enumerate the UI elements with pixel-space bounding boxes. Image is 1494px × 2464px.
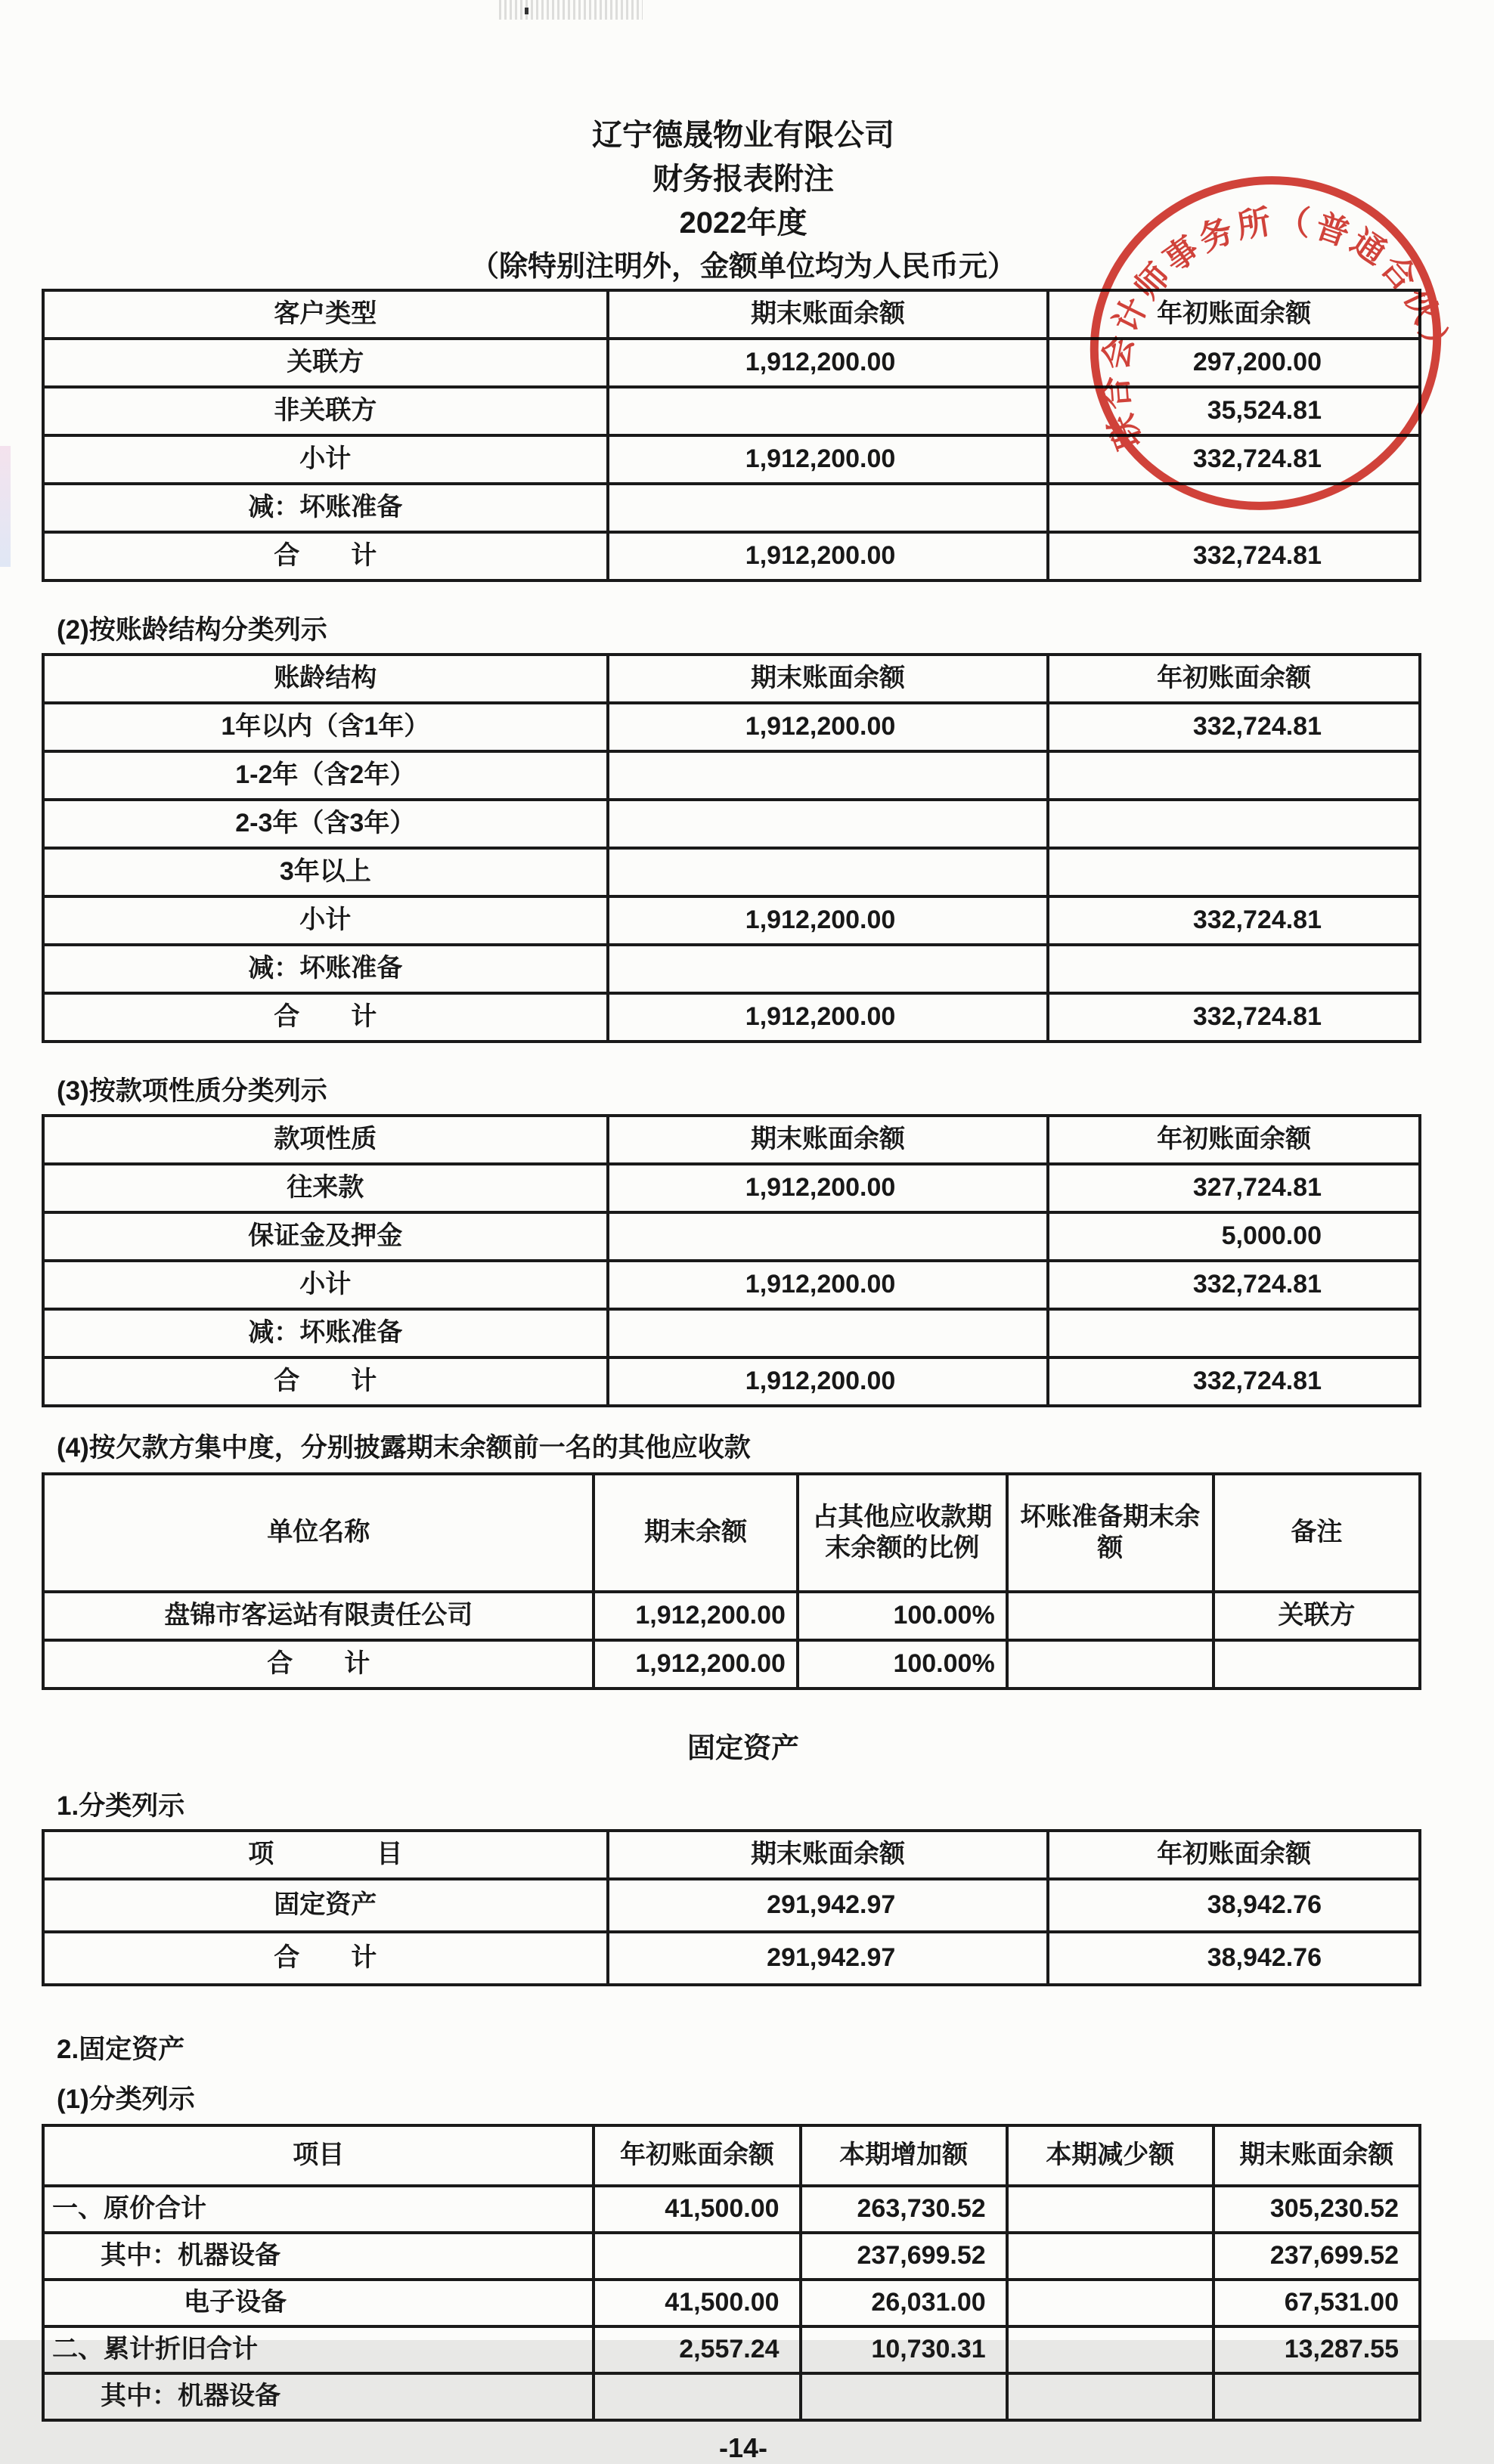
scan-artifact	[525, 8, 528, 14]
table-row	[43, 1879, 1420, 1932]
table-row	[43, 993, 1420, 1042]
table-row	[43, 2373, 1420, 2420]
company-name: 辽宁德晟物业有限公司	[592, 119, 894, 152]
table-cell: 332,724.81	[1048, 896, 1420, 945]
table-cell: 297,200.00	[1048, 339, 1420, 387]
table-cell	[1007, 2233, 1213, 2280]
header-row	[43, 290, 1420, 339]
page-number: -14-	[718, 2432, 768, 2463]
table-row	[43, 387, 1420, 435]
table-cell: 10,730.31	[801, 2326, 1007, 2373]
table-cell: 2-3年（含3年）	[43, 800, 608, 848]
header-row	[43, 1831, 1420, 1879]
table-row	[43, 1212, 1420, 1261]
table-row	[43, 2280, 1420, 2326]
table-row	[43, 800, 1420, 848]
table-cell	[594, 2373, 800, 2420]
fixed-assets-heading: 固定资产	[687, 1732, 799, 1763]
table-row	[43, 339, 1420, 387]
table-cell	[1007, 1592, 1213, 1640]
table-cell: 332,724.81	[1048, 435, 1420, 484]
header-row	[43, 655, 1420, 703]
column-header: 期末账面余额	[608, 1831, 1049, 1879]
column-header: 账龄结构	[43, 655, 608, 703]
table-cell	[1007, 2280, 1213, 2326]
table-cell: 38,942.76	[1048, 1879, 1420, 1932]
table-cell	[608, 1309, 1049, 1357]
spacer	[23, 1043, 1464, 1070]
column-header: 本期增加额	[801, 2125, 1007, 2186]
table-cell: 合 计	[43, 1932, 608, 1985]
table-cell: 小计	[43, 435, 608, 484]
table-cell: 3年以上	[43, 848, 608, 896]
table-cell	[1007, 2186, 1213, 2233]
column-header: 款项性质	[43, 1116, 608, 1164]
table-cell: 一、原价合计	[43, 2186, 594, 2233]
spacer	[23, 1407, 1464, 1427]
section-concentration-label: (4)按欠款方集中度，分别披露期末余额前一名的其他应收款	[57, 1433, 751, 1463]
table-cell: 保证金及押金	[43, 1212, 608, 1261]
table-cell: 237,699.52	[801, 2233, 1007, 2280]
column-header: 项目	[43, 2125, 594, 2186]
table-cell	[1048, 751, 1420, 800]
column-header: 占其他应收款期末余额的比例	[798, 1474, 1007, 1592]
table-row	[43, 848, 1420, 896]
spacer	[23, 1766, 1464, 1785]
table-cell	[1048, 484, 1420, 532]
table-cell: 13,287.55	[1213, 2326, 1420, 2373]
payment-nature-table	[42, 1114, 1421, 1407]
table-cell	[608, 484, 1049, 532]
column-header: 本期减少额	[1007, 2125, 1213, 2186]
table-cell: 1,912,200.00	[594, 1592, 798, 1640]
table-cell	[1048, 848, 1420, 896]
table-row	[43, 751, 1420, 800]
table-row	[43, 435, 1420, 484]
table-cell: 41,500.00	[594, 2280, 800, 2326]
report-title: 财务报表附注	[652, 163, 834, 196]
header-row	[43, 1474, 1420, 1592]
header-row	[43, 1116, 1420, 1164]
fixed-assets-sub1-label: 1.分类列示	[57, 1791, 185, 1821]
column-header: 期末账面余额	[608, 1116, 1049, 1164]
table-cell: 332,724.81	[1048, 532, 1420, 580]
table-cell	[608, 945, 1049, 993]
column-header: 备注	[1213, 1474, 1420, 1592]
header-row	[43, 2125, 1420, 2186]
table-cell: 1,912,200.00	[608, 1164, 1049, 1212]
table-cell: 332,724.81	[1048, 703, 1420, 751]
table-cell	[1007, 2373, 1213, 2420]
fixed-assets-2-sub1-label: (1)分类列示	[57, 2085, 195, 2114]
column-header: 年初账面余额	[1048, 290, 1420, 339]
table-cell: 263,730.52	[801, 2186, 1007, 2233]
table-cell: 合 计	[43, 1640, 594, 1689]
table-cell: 其中：机器设备	[43, 2233, 594, 2280]
table-cell: 1,912,200.00	[608, 896, 1049, 945]
table-cell: 减：坏账准备	[43, 484, 608, 532]
table-cell	[1007, 1640, 1213, 1689]
column-header: 年初账面余额	[594, 2125, 800, 2186]
table-row	[43, 1309, 1420, 1357]
fixed-assets-detail-table	[42, 2124, 1421, 2422]
table-cell	[608, 751, 1049, 800]
table-row	[43, 532, 1420, 580]
aging-structure-table	[42, 653, 1421, 1043]
section-nature-label: (3)按款项性质分类列示	[57, 1076, 327, 1106]
table-cell: 1,912,200.00	[608, 993, 1049, 1042]
table-cell: 减：坏账准备	[43, 945, 608, 993]
table-row	[43, 1592, 1420, 1640]
table-cell: 1,912,200.00	[608, 1261, 1049, 1309]
table-cell: 41,500.00	[594, 2186, 800, 2233]
table-cell: 332,724.81	[1048, 993, 1420, 1042]
currency-unit-note: （除特别注明外，金额单位均为人民币元）	[470, 251, 1016, 283]
table-cell	[594, 2233, 800, 2280]
table-row	[43, 2233, 1420, 2280]
table-cell: 其中：机器设备	[43, 2373, 594, 2420]
fixed-assets-2-label: 2.固定资产	[57, 2035, 185, 2064]
table-row	[43, 2326, 1420, 2373]
table-row	[43, 1640, 1420, 1689]
table-cell: 5,000.00	[1048, 1212, 1420, 1261]
table-cell: 小计	[43, 896, 608, 945]
scan-artifact	[0, 446, 11, 567]
table-cell: 305,230.52	[1213, 2186, 1420, 2233]
table-cell: 1年以内（含1年）	[43, 703, 608, 751]
table-cell: 非关联方	[43, 387, 608, 435]
table-cell	[608, 800, 1049, 848]
table-cell	[608, 848, 1049, 896]
table-cell: 固定资产	[43, 1879, 608, 1932]
column-header: 坏账准备期末余额	[1007, 1474, 1213, 1592]
table-cell	[1213, 1640, 1420, 1689]
table-cell: 小计	[43, 1261, 608, 1309]
table-cell: 合 计	[43, 532, 608, 580]
table-cell: 291,942.97	[608, 1879, 1049, 1932]
column-header: 年初账面余额	[1048, 655, 1420, 703]
column-header: 期末账面余额	[608, 290, 1049, 339]
table-row	[43, 1261, 1420, 1309]
table-cell: 二、累计折旧合计	[43, 2326, 594, 2373]
table-cell	[801, 2373, 1007, 2420]
table-cell	[608, 387, 1049, 435]
customer-type-table	[42, 289, 1421, 582]
table-cell: 67,531.00	[1213, 2280, 1420, 2326]
table-cell	[1048, 945, 1420, 993]
section-aging-label: (2)按账龄结构分类列示	[57, 615, 327, 645]
table-cell: 100.00%	[798, 1592, 1007, 1640]
table-cell: 关联方	[43, 339, 608, 387]
column-header: 项 目	[43, 1831, 608, 1879]
table-cell	[608, 1212, 1049, 1261]
column-header: 期末余额	[594, 1474, 798, 1592]
spacer	[23, 1986, 1464, 2029]
table-row	[43, 2186, 1420, 2233]
table-cell: 关联方	[1213, 1592, 1420, 1640]
table-cell: 38,942.76	[1048, 1932, 1420, 1985]
table-cell: 332,724.81	[1048, 1357, 1420, 1406]
table-cell: 1,912,200.00	[608, 435, 1049, 484]
table-cell	[1048, 800, 1420, 848]
fixed-assets-summary-table	[42, 1829, 1421, 1986]
table-cell: 26,031.00	[801, 2280, 1007, 2326]
debtor-concentration-table	[42, 1472, 1421, 1690]
table-cell: 1,912,200.00	[608, 532, 1049, 580]
table-cell: 1,912,200.00	[608, 1357, 1049, 1406]
table-cell: 减：坏账准备	[43, 1309, 608, 1357]
table-cell: 327,724.81	[1048, 1164, 1420, 1212]
column-header: 单位名称	[43, 1474, 594, 1592]
scan-artifact	[499, 0, 643, 20]
table-cell: 237,699.52	[1213, 2233, 1420, 2280]
table-cell: 1-2年（含2年）	[43, 751, 608, 800]
table-cell: 1,912,200.00	[608, 703, 1049, 751]
table-row	[43, 1357, 1420, 1406]
table-cell: 100.00%	[798, 1640, 1007, 1689]
table-cell: 1,912,200.00	[608, 339, 1049, 387]
table-cell	[1007, 2326, 1213, 2373]
spacer	[23, 582, 1464, 609]
table-cell: 35,524.81	[1048, 387, 1420, 435]
table-cell	[1048, 1309, 1420, 1357]
table-row	[43, 945, 1420, 993]
column-header: 年初账面余额	[1048, 1116, 1420, 1164]
table-cell: 合 计	[43, 1357, 608, 1406]
column-header: 期末账面余额	[608, 655, 1049, 703]
table-cell: 291,942.97	[608, 1932, 1049, 1985]
table-cell: 电子设备	[43, 2280, 594, 2326]
table-row	[43, 896, 1420, 945]
table-cell	[1213, 2373, 1420, 2420]
column-header: 期末账面余额	[1213, 2125, 1420, 2186]
table-row	[43, 484, 1420, 532]
column-header: 年初账面余额	[1048, 1831, 1420, 1879]
table-row	[43, 1164, 1420, 1212]
table-row	[43, 1932, 1420, 1985]
table-row	[43, 703, 1420, 751]
table-cell: 332,724.81	[1048, 1261, 1420, 1309]
report-period: 2022年度	[679, 206, 807, 240]
table-cell: 1,912,200.00	[594, 1640, 798, 1689]
stamp-arc-text: 联合会计师事务所（普通合伙）	[1096, 202, 1456, 454]
spacer	[23, 2066, 1464, 2079]
spacer	[23, 1690, 1464, 1725]
document-title-block	[23, 113, 1464, 289]
table-cell: 2,557.24	[594, 2326, 800, 2373]
table-cell: 盘锦市客运站有限责任公司	[43, 1592, 594, 1640]
table-cell: 合 计	[43, 993, 608, 1042]
table-cell: 往来款	[43, 1164, 608, 1212]
column-header: 客户类型	[43, 290, 608, 339]
